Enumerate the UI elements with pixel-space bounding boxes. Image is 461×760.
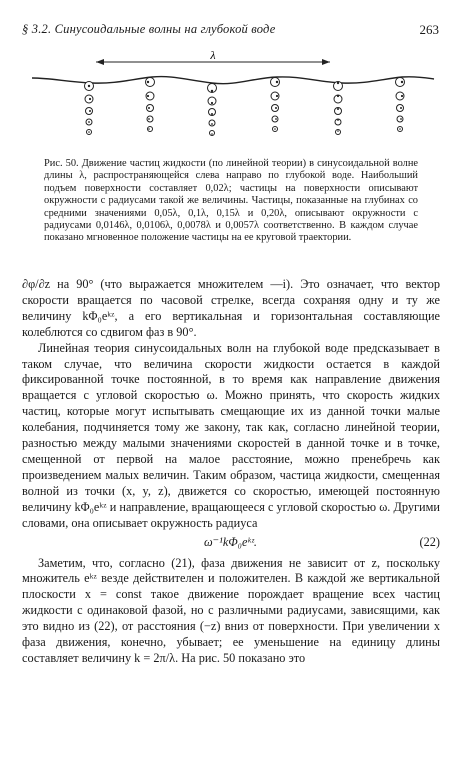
section-title: § 3.2. Синусоидальные волны на глубокой воде [22, 22, 276, 36]
particle [147, 116, 153, 122]
particle-column [396, 78, 405, 132]
particle [272, 116, 278, 122]
lambda-label: λ [210, 48, 216, 62]
particle-column [146, 78, 155, 132]
running-header [22, 22, 439, 38]
particle-column [334, 82, 343, 135]
particle-column [208, 84, 217, 136]
particle-column [85, 82, 94, 135]
paragraph: Заметим, что, согласно (21), фаза движения не зависит от z, поскольку множитель eᵏᶻ везде действителен и положителен. В каждой же вертикальной плоскости x = const такое движение порождает вращение всех частиц жидкости с одинаковой фазой, но с различными радиусами, зависящими, как это видно из (22), от расстояния (−z) вниз от поверхности. При увеличении x фаза движения, конечно, убывает; ее уменьшение на единицу длины составляет величину k = 2π/λ. На рис. 50 показано это [22, 555, 440, 665]
body-text [22, 277, 440, 667]
paragraph: ∂φ/∂z на 90° (что выражается множителем —i). Это означает, что вектор скорости вращается по часовой стрелке, всегда сохраняя одну и ту же величину kΦ₀eᵏᶻ, а его вертикальная и горизонтальная составляющие колеблются со сдвигом фаз в 90°. [22, 277, 440, 339]
paragraph: Линейная теория синусоидальных волн на глубокой воде предсказывает в таком случае, что величина скорости жидкости остается в каждой фиксированной точке постоянной, в то время как направление движения вращается с угловой скоростью ω. Можно принять, что скорость жидких частиц, которые могут испытывать смещающие их из данной точки малые колебания, подчиняется тому же закону, так как, согласно линейной теории, разностью между малыми значениями скоростей в данной точке и в точке, смещенной от первой на малое расстояние, можно пренебречь как произведением малых величин. Таким образом, частица жидкости, смещенная волной из точки (x, y, z), движется со скоростью, имеющей постоянную величину kΦ₀eᵏᶻ и направление, вращающееся с угловой скоростью ω. Другими словами, она описывает окружность радиуса [22, 340, 440, 530]
particle [397, 116, 403, 122]
lambda-arrow-right-head [322, 59, 330, 65]
equation-number: (22) [419, 534, 440, 549]
particle [209, 120, 215, 126]
equation-22 [22, 535, 440, 553]
particle-column [271, 78, 280, 132]
caption-text: Рис. 50. Движение частиц жидкости (по линейной теории) в синусоидальной волне длины λ, распространяющейся слева направо по глубокой воде. Наибольший подъем поверхности составляет 0,02λ; частицы на поверхности описывают окружности с радиусами такой же величины. Частицы, показанные на глубинах со средними значениями 0,05λ, 0,1λ, 0,15λ и 0,20λ, описывают окружности с радиусами 0,0146λ, 0,0106λ, 0,0078λ и 0,0057λ соответственно. В каждом случае показано мгновенное положение частицы на ее круговой траектории. [44, 158, 418, 244]
equation-formula: ω⁻¹kΦ₀eᵏᶻ. [204, 534, 257, 549]
figure-caption [44, 158, 418, 245]
wave-particle-figure [22, 48, 440, 154]
page-number: 263 [419, 22, 439, 37]
lambda-arrow-left-head [96, 59, 104, 65]
